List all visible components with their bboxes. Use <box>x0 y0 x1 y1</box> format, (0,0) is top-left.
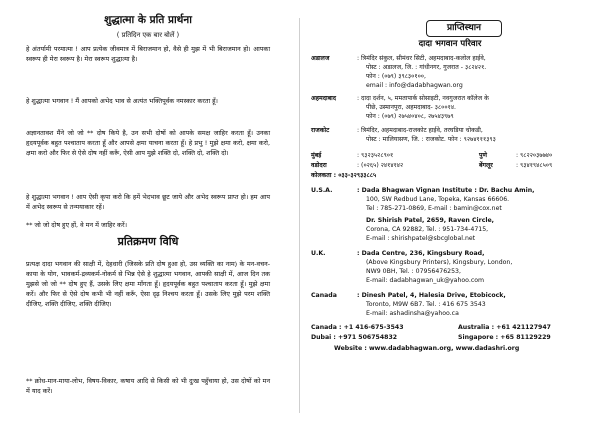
prayer-para-3: अज्ञानतावश मैंने जो जो ** दोष किये है, उन सभी दोषों को आपके समक्ष जाहिर करता हूँ। उनका हृदयपूर्वक बहुत पश्चाताप करता हूँ और आपसे क्षमा याचना करता हूँ। हे प्रभु ! मुझे क्षमा करो, क्षमा करो, क्षमा करो और फिर से ऐसे दोष नहीं करूँ, ऐसी आप मुझे शक्ति दो, शक्ति दो, शक्ति दो। <box>26 129 270 158</box>
prayer-para-4: हे शुद्धात्मा भगवान ! आप ऐसी कृपा करो कि हमें भेदभाव छूट जाये और अभेद स्वरूप प्राप्त हो। हम आप में अभेद स्वरूप से तन्मयाकार रहें। <box>26 193 270 212</box>
australia-phone: Australia : +61 421127947 <box>458 324 551 331</box>
canada-phone: Canada : +1 416-675-3543 <box>311 324 404 331</box>
usa-line-6: E-mail : shirishpatel@sbcglobal.net <box>366 235 476 242</box>
canada-label: Canada <box>311 292 337 299</box>
availability-box: प्राप्तिस्थान <box>426 20 502 37</box>
kolkata-line: कोलकता : ०३३-३२९३३८८५ <box>311 172 377 179</box>
canada-line-1: : Dinesh Patel, 4, Halesia Drive, Etobicock, <box>357 292 506 299</box>
website-line: Website : www.dadabhagwan.org, www.dadashri.org <box>334 345 520 352</box>
canada-line-2: Toronto, M9W 6B7. Tel. : 416 675 3543 <box>366 301 486 308</box>
canada-line-3: E-mail: ashadinsha@yahoo.ca <box>366 310 459 317</box>
rajkot-address-1: : त्रिमंदिर, अहमदाबाद-राजकोट हाईवे, तरघडिया चोकडी, <box>357 127 483 134</box>
rajkot-address-2: पोस्ट : मालियासण, जि. : राजकोट. फोन : ९२७४१११३९३ <box>366 136 496 143</box>
prayer-subtitle: ( प्रतिदिन एक बार बोलें ) <box>116 31 180 39</box>
ahmedabad-label: अहमदाबाद <box>311 95 337 102</box>
usa-line-3: Tel : 785-271-0869, E-mail : bamin@cox.net <box>366 205 502 212</box>
mumbai-label: मुंबई <box>311 152 322 159</box>
usa-line-4: Dr. Shirish Patel, 2659, Raven Circle, <box>366 217 495 224</box>
adalaj-address-2: पोस्ट : अडालज, जि. : गांधीनगर, गुजरात - ३८२४२१. <box>366 64 487 71</box>
prayer-footnote: ** जो जो दोष हुए हों, वे मन में जाहिर करें। <box>26 221 127 229</box>
pratikraman-title: प्रतिक्रमण विधि <box>117 235 179 248</box>
uk-line-4: E-mail: dadabhagwan_uk@yahoo.com <box>366 277 485 284</box>
usa-line-2: 100, SW Redbud Lane, Topeka, Kansas 66606. <box>366 196 510 203</box>
uk-line-1: : Dada Centre, 236, Kingsbury Road, <box>357 250 485 257</box>
prayer-para-2: हे शुद्धात्मा भगवान ! मैं आपको अभेद भाव से अत्यंत भक्तिपूर्वक नमस्कार करता हूँ। <box>26 97 218 105</box>
pratikraman-footnote: ** क्रोध-मान-माया-लोभ, विषय-विकार, कषाय आदि से किसी को भी दुःख पहुँचाया हो, उस दोषों को मन में याद करें। <box>26 377 270 396</box>
adalaj-phone: फोन : (०७९) ३९८३०१००, <box>366 73 426 80</box>
uk-line-3: NW9 0BH, Tel. : 07956476253, <box>366 268 461 275</box>
adalaj-label: अडालज <box>311 55 330 62</box>
ahmedabad-address-1: : दादा दर्शन, ५, ममतापार्क सोसाइटी, नवगुजरात कॉलेज के <box>357 95 489 102</box>
bangalore-phone: : ९३४१९४८५०९ <box>516 162 553 169</box>
uk-label: U.K. <box>311 250 326 257</box>
usa-line-5: Corona, CA 92882, Tel. : 951-734-4715, <box>366 226 489 233</box>
column-divider <box>299 18 300 413</box>
uk-line-2: (Above Kingsbury Printers), Kingsbury, London, <box>366 259 513 266</box>
pratikraman-para-1: प्रत्यक्ष दादा भगवान की साक्षी में, देहधारी (जिसके प्रति दोष हुआ हो, उस व्यक्ति का नाम) के मन-वचन-काया के योग, भावकर्म-द्रव्यकर्म-नोकर्म से भिन्न ऐसे हे शुद्धात्मा भगवान, आपकी साक्षी में, आज दिन तक मुझसे जो जो ** दोष हुए हैं, उसके लिए क्षमा माँगता हूँ। हृदयपूर्वक बहुत पश्चाताप करता हूँ। मुझे क्षमा करें। और फिर से ऐसे दोष कभी भी नहीं करूँ, ऐसा दृढ़ निश्चय करता हूँ। उसके लिए मुझे परम शक्ति दीजिए, शक्ति दीजिए, शक्ति दीजिए। <box>26 260 270 309</box>
usa-label: U.S.A. <box>311 187 333 194</box>
usa-line-1: : Dada Bhagwan Vignan Institute : Dr. Bachu Amin, <box>357 187 535 194</box>
pune-label: पुणे <box>479 152 487 159</box>
vadodara-label: वडोदरा <box>311 162 327 169</box>
org-name: दादा भगवान परिवार <box>418 39 482 49</box>
prayer-para-1: हे अंतर्यामी परमात्मा ! आप प्रत्येक जीवमात्र में बिराजमान हो, वैसे ही मुझ में भी बिराजमान हो। आपका स्वरूप ही मेरा स्वरूप है। मेरा स्वरूप शुद्धात्मा है। <box>26 45 270 64</box>
prayer-title: शुद्धात्मा के प्रति प्रार्थना <box>104 14 192 26</box>
vadodara-phone: : (०२६५) २४१४१४२ <box>357 162 404 169</box>
singapore-phone: Singapore : +65 81129229 <box>458 334 551 341</box>
ahmedabad-phone: फोन : (०७९) २७५४०४०८, २७५४३९७९ <box>366 113 454 120</box>
rajkot-label: राजकोट <box>311 127 330 134</box>
bangalore-label: बेंगलूर <box>479 162 493 169</box>
pune-phone: : ९८२२०३७७४० <box>516 152 553 159</box>
ahmedabad-address-2: पीछे, उस्मानपुरा, अहमदाबाद- ३८००१४. <box>366 104 456 111</box>
dubai-phone: Dubai : +971 506754832 <box>311 334 398 341</box>
adalaj-address-1: : त्रिमंदिर संकुल, सीमंधर सिटी, अहमदाबाद-कलोल हाईवे, <box>357 55 486 62</box>
mumbai-phone: : ९३२३५२८९०१ <box>357 152 394 159</box>
adalaj-email: email : info@dadabhagwan.org <box>366 82 463 89</box>
